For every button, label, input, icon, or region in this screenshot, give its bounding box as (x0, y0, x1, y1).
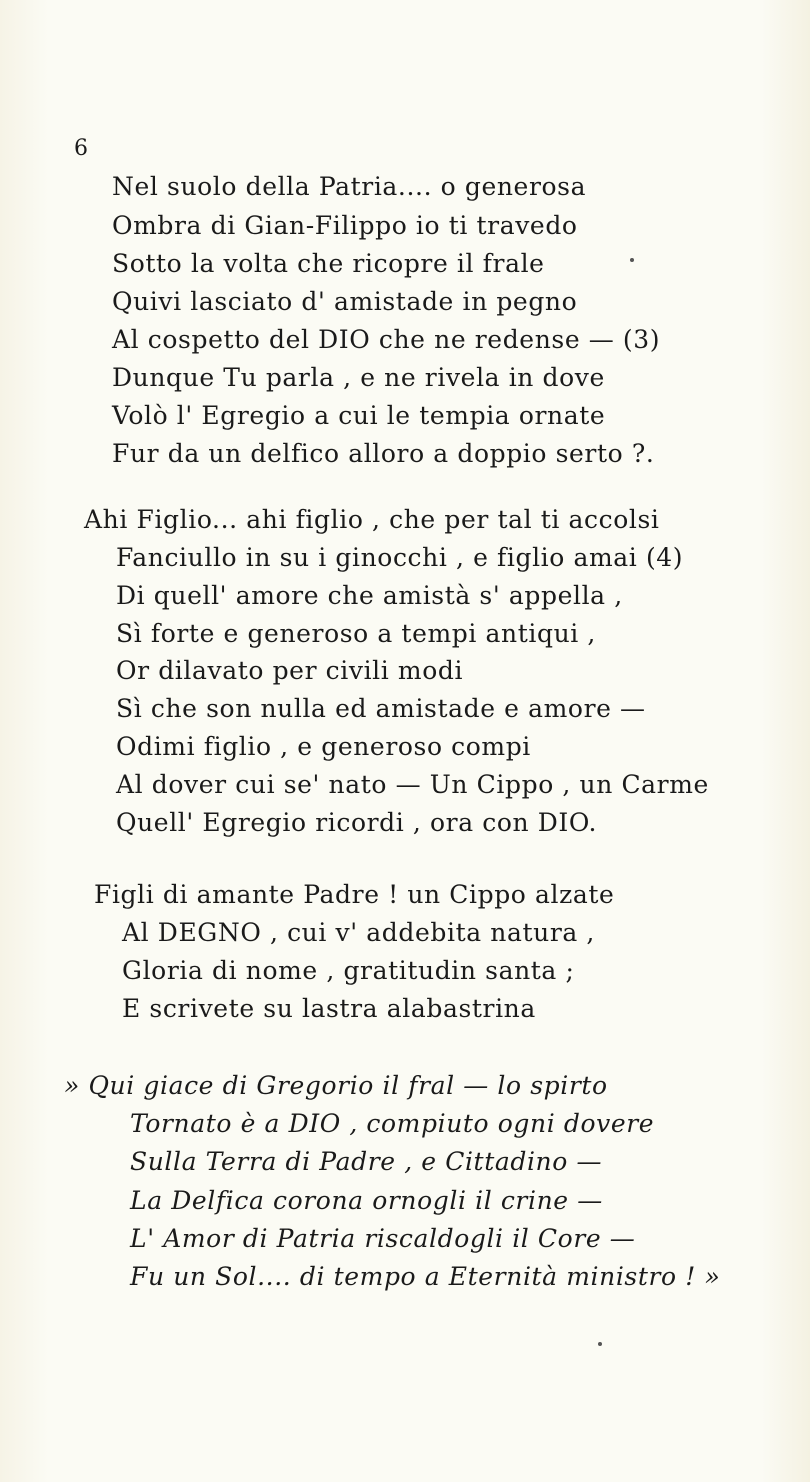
verse-line: Fur da un delfico alloro a doppio serto ?. (112, 439, 655, 468)
verse-line: Al cospetto del DIO che ne redense — (3) (112, 325, 661, 354)
verse-line: Nel suolo della Patria.... o generosa (112, 172, 587, 201)
verse-line: E scrivete su lastra alabastrina (122, 994, 536, 1023)
verse-line: La Delfica corona ornogli il crine — (130, 1186, 603, 1215)
verse-line: Or dilavato per civili modi (116, 656, 464, 685)
verse-line: » Qui giace di Gregorio il fral — lo spirto (64, 1071, 608, 1100)
verse-line: Ombra di Gian-Filippo io ti travedo (112, 211, 578, 240)
ink-speck (598, 1342, 602, 1346)
verse-line: Di quell' amore che amistà s' appella , (116, 581, 623, 610)
verse-line: Sotto la volta che ricopre il frale (112, 249, 545, 278)
verse-line: Dunque Tu parla , e ne rivela in dove (112, 363, 605, 392)
verse-line: Odimi figlio , e generoso compi (116, 732, 531, 761)
verse-line: Figli di amante Padre ! un Cippo alzate (94, 880, 615, 909)
verse-line: Quivi lasciato d' amistade in pegno (112, 287, 578, 316)
verse-line: Volò l' Egregio a cui le tempia ornate (112, 401, 606, 430)
verse-line: Sulla Terra di Padre , e Cittadino — (130, 1147, 603, 1176)
verse-line: Sì che son nulla ed amistade e amore — (116, 694, 646, 723)
page-number: 6 (74, 136, 88, 161)
verse-line: Fu un Sol.... di tempo a Eternità ministro ! » (130, 1262, 721, 1291)
ink-speck (630, 258, 634, 262)
verse-line: Quell' Egregio ricordi , ora con DIO. (116, 808, 598, 837)
verse-line: Sì forte e generoso a tempi antiqui , (116, 619, 596, 648)
verse-line: Al dover cui se' nato — Un Cippo , un Carme (116, 770, 709, 799)
verse-line: Ahi Figlio... ahi figlio , che per tal ti accolsi (84, 505, 660, 534)
verse-line: Gloria di nome , gratitudin santa ; (122, 956, 575, 985)
verse-line: Al DEGNO , cui v' addebita natura , (122, 918, 595, 947)
verse-line: Fanciullo in su i ginocchi , e figlio amai (4) (116, 543, 684, 572)
verse-line: L' Amor di Patria riscaldogli il Core — (130, 1224, 636, 1253)
verse-line: Tornato è a DIO , compiuto ogni dovere (130, 1109, 655, 1138)
